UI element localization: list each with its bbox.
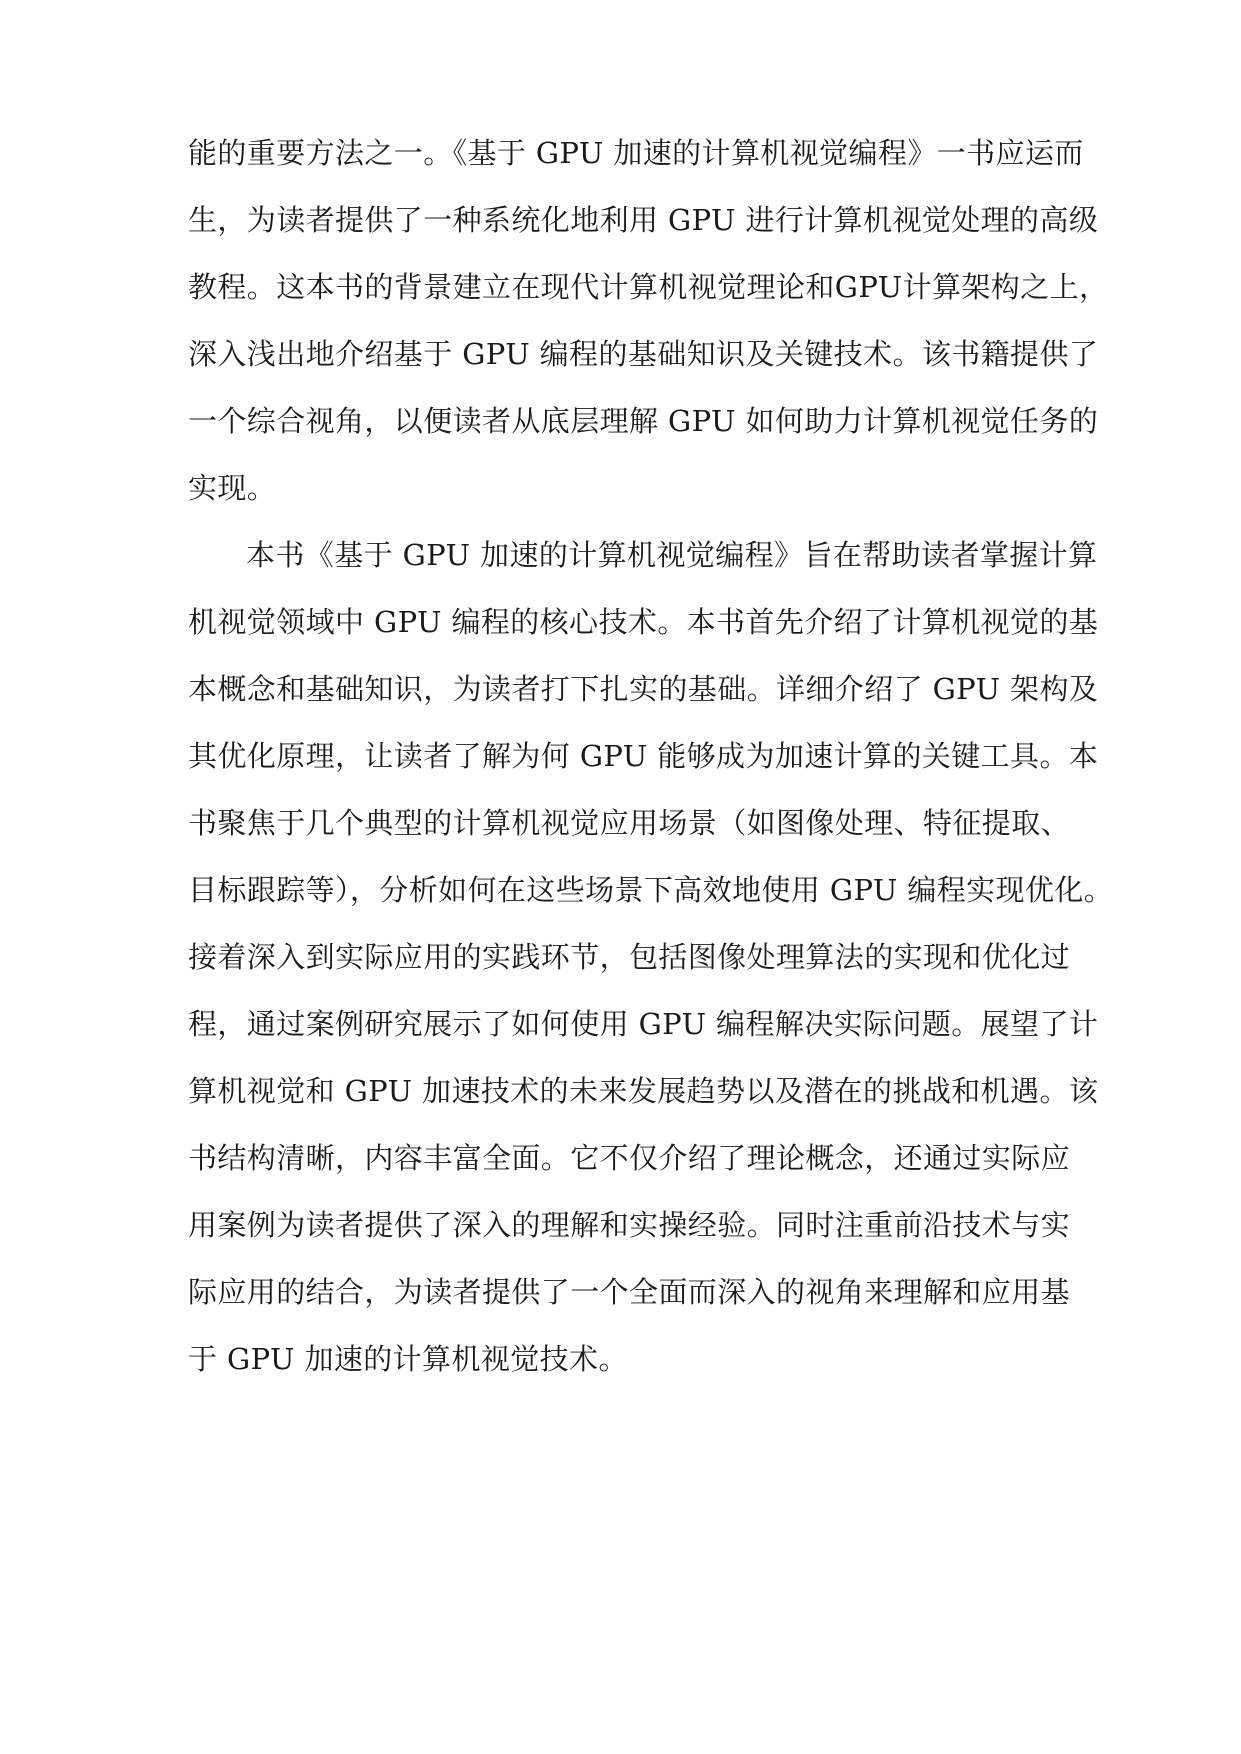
text-line: 本概念和基础知识，为读者打下扎实的基础。详细介绍了 GPU 架构及 (188, 672, 1099, 706)
text-line: 本书《基于 GPU 加速的计算机视觉编程》旨在帮助读者掌握计算 (246, 538, 1098, 572)
text-line: 算机视觉和 GPU 加速技术的未来发展趋势以及潜在的挑战和机遇。该 (188, 1074, 1099, 1108)
text-line: 程，通过案例研究展示了如何使用 GPU 编程解决实际问题。展望了计 (188, 1007, 1099, 1041)
text-line: 书聚焦于几个典型的计算机视觉应用场景（如图像处理、特征提取、 (188, 806, 1071, 840)
text-line: 实现。 (188, 471, 277, 505)
text-line: 于 GPU 加速的计算机视觉技术。 (188, 1342, 628, 1376)
text-line: 生，为读者提供了一种系统化地利用 GPU 进行计算机视觉处理的高级 (188, 203, 1099, 237)
text-line: 机视觉领域中 GPU 编程的核心技术。本书首先介绍了计算机视觉的基 (188, 605, 1099, 639)
text-line: 际应用的结合，为读者提供了一个全面而深入的视角来理解和应用基 (188, 1275, 1071, 1309)
text-line: 教程。这本书的背景建立在现代计算机视觉理论和GPU计算架构之上， (188, 270, 1109, 304)
text-line: 目标跟踪等），分析如何在这些场景下高效地使用 GPU 编程实现优化。 (188, 873, 1114, 907)
text-line: 书结构清晰，内容丰富全面。它不仅介绍了理论概念，还通过实际应 (188, 1141, 1071, 1175)
text-line: 能的重要方法之一。《基于 GPU 加速的计算机视觉编程》一书应运而 (188, 136, 1084, 170)
text-line: 深入浅出地介绍基于 GPU 编程的基础知识及关键技术。该书籍提供了 (188, 337, 1099, 371)
text-line: 一个综合视角，以便读者从底层理解 GPU 如何助力计算机视觉任务的 (188, 404, 1099, 438)
text-line: 用案例为读者提供了深入的理解和实操经验。同时注重前沿技术与实 (188, 1208, 1071, 1242)
text-line: 接着深入到实际应用的实践环节，包括图像处理算法的实现和优化过 (188, 940, 1071, 974)
text-line: 其优化原理，让读者了解为何 GPU 能够成为加速计算的关键工具。本 (188, 739, 1099, 773)
